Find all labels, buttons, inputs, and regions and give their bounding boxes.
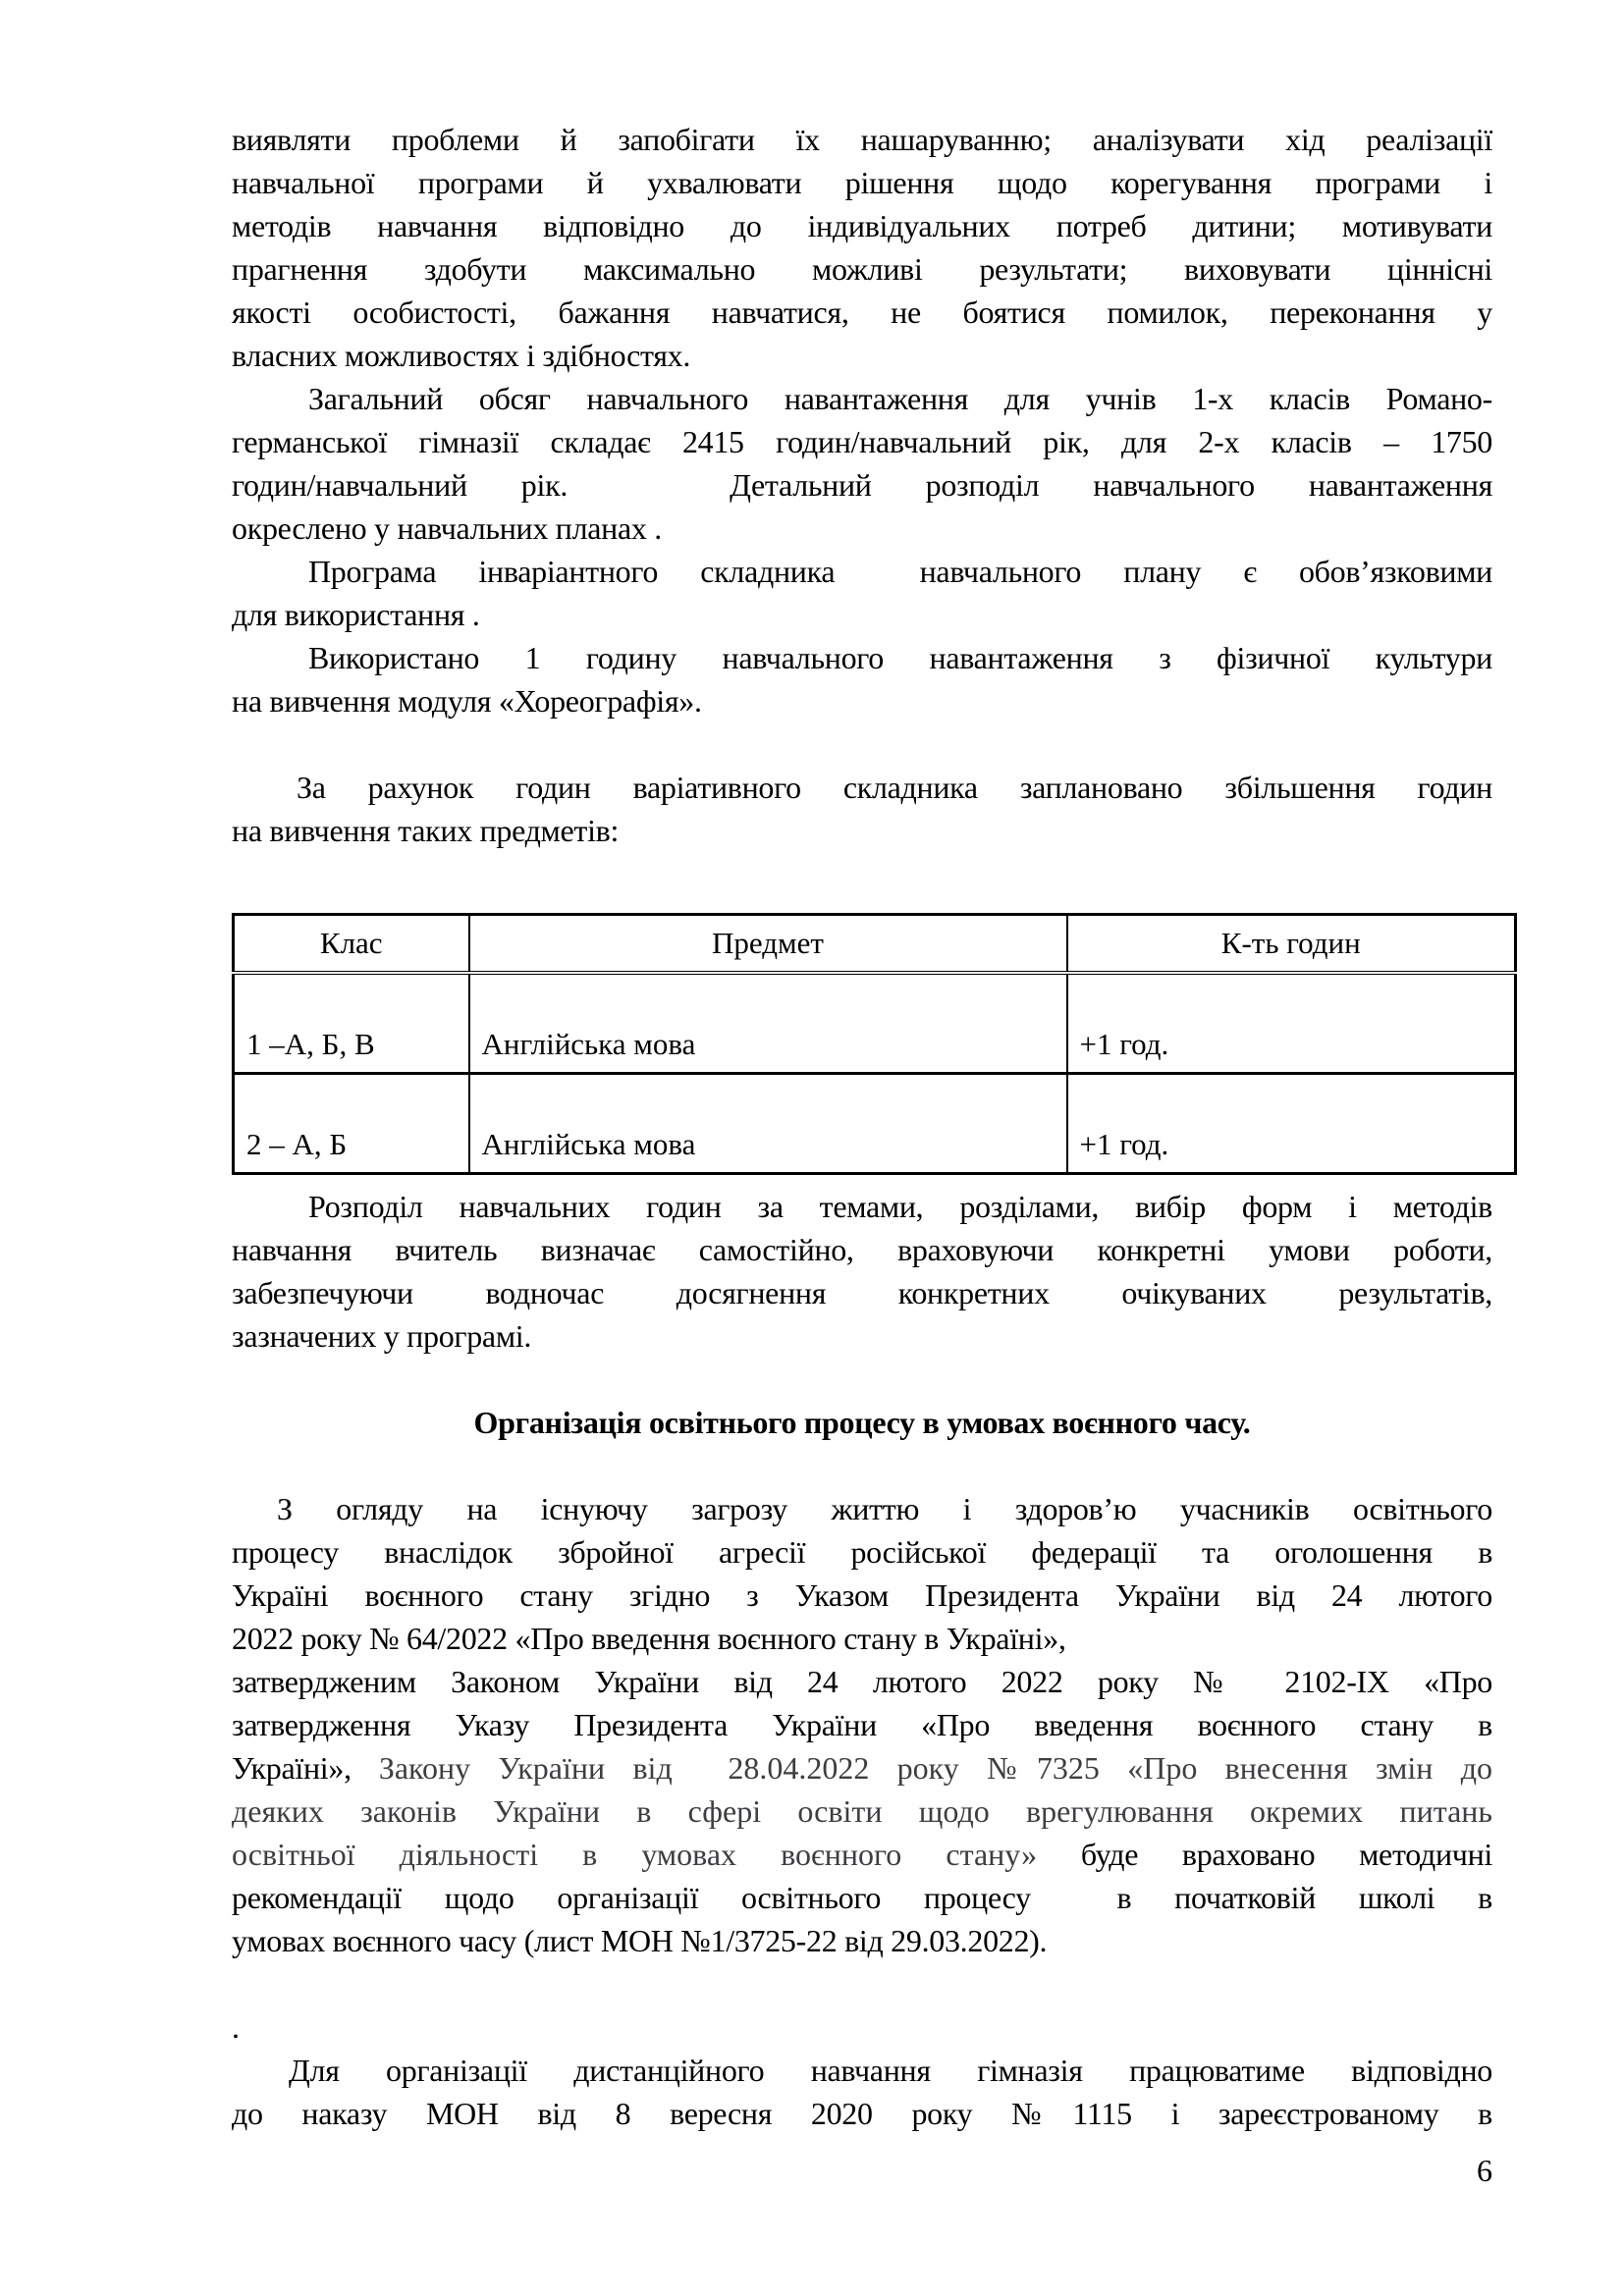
table-header-cell: Клас bbox=[234, 915, 469, 974]
gray-text-segment: деяких законів України в сфері освіти щодо врегулювання окремих питань bbox=[232, 1793, 1492, 1829]
text-segment: Україні воєнного стану згідно з Указом Президента України від 24 лютого bbox=[232, 1577, 1492, 1613]
paragraph bbox=[232, 2049, 1492, 2135]
text-line bbox=[232, 1876, 1492, 1919]
text-segment: процесу внаслідок збройної агресії російської федерації та оголошення в bbox=[232, 1534, 1492, 1570]
table-row bbox=[234, 973, 1516, 1074]
table-header-row bbox=[234, 915, 1516, 974]
text-line bbox=[232, 247, 1492, 291]
text-segment: умовах воєнного часу (лист МОН №1/3725-22 від 29.03.2022). bbox=[232, 1923, 1048, 1958]
blank-line bbox=[232, 722, 1492, 766]
text-segment: прагнення здобути максимально можливі результати; виховувати ціннісні bbox=[232, 251, 1492, 287]
text-segment: окреслено у навчальних планах . bbox=[232, 510, 662, 546]
text-segment: За рахунок годин варіативного складника заплановано збільшення годин bbox=[297, 770, 1492, 805]
table-cell: 1 –А, Б, В bbox=[234, 973, 469, 1074]
text-segment: на вивчення таких предметів: bbox=[232, 813, 620, 848]
text-line bbox=[232, 1530, 1492, 1574]
text-line bbox=[232, 507, 1492, 550]
text-segment: Україні», bbox=[232, 1750, 379, 1786]
text-line bbox=[232, 1833, 1492, 1876]
text-segment: якості особистості, бажання навчатися, не боятися помилок, переконання у bbox=[232, 294, 1492, 330]
text-line bbox=[232, 118, 1492, 161]
text-line bbox=[232, 291, 1492, 334]
paragraph bbox=[232, 118, 1492, 377]
text-line bbox=[232, 1487, 1492, 1530]
text-line bbox=[232, 1703, 1492, 1746]
text-segment: до наказу МОН від 8 вересня 2020 року №1115 і зареєстрованому в bbox=[232, 2096, 1492, 2131]
text-segment: Розподіл навчальних годин за темами, розділами, вибір форм і методів bbox=[308, 1189, 1492, 1224]
text-segment: для використання . bbox=[232, 597, 480, 632]
text-segment: затвердження Указу Президента України «Про введення воєнного стану в bbox=[232, 1707, 1492, 1742]
table-row bbox=[234, 1074, 1516, 1174]
text-segment: методів навчання відповідно до індивідуальних потреб дитини; мотивувати bbox=[232, 208, 1492, 243]
gray-text-segment: освітньої діяльності в умовах воєнного стану» bbox=[232, 1837, 1038, 1872]
text-segment: на вивчення модуля «Хореографія». bbox=[232, 683, 702, 719]
text-segment: рекомендації щодо організації освітнього процесу в початковій школі в bbox=[232, 1880, 1492, 1915]
text-line bbox=[232, 550, 1492, 593]
text-line bbox=[232, 463, 1492, 507]
text-segment: виявляти проблеми й запобігати їх нашаруванню; аналізувати хід реалізації bbox=[232, 122, 1492, 157]
gray-text-segment: Закону України від 28.04.2022 року №7325 «Про внесення змін до bbox=[378, 1750, 1492, 1786]
text-segment: . bbox=[232, 2009, 240, 2045]
text-segment: 2022 року № 64/2022 «Про введення воєнного стану в Україні», bbox=[232, 1621, 1066, 1656]
text-line bbox=[232, 334, 1492, 377]
text-segment: Загальний обсяг навчального навантаження для учнів 1-х класів Романо- bbox=[308, 381, 1492, 416]
section-heading: Організація освітнього процесу в умовах воєнного часу. bbox=[473, 1405, 1251, 1440]
text-line bbox=[232, 1746, 1492, 1789]
text-line bbox=[232, 1314, 1492, 1358]
text-line bbox=[232, 593, 1492, 636]
vertical-gap bbox=[232, 852, 1492, 913]
text-line bbox=[232, 1574, 1492, 1617]
text-segment: германської гімназії складає 2415 годин/навчальний рік, для 2-х класів – 1750 bbox=[232, 424, 1492, 459]
text-line bbox=[232, 1660, 1492, 1703]
text-line bbox=[232, 204, 1492, 247]
text-segment: забезпечуючи водночас досягнення конкретних очікуваних результатів, bbox=[232, 1275, 1492, 1310]
blank-line bbox=[232, 1358, 1492, 1401]
text-line bbox=[232, 1789, 1492, 1833]
text-line bbox=[232, 679, 1492, 722]
text-line bbox=[232, 636, 1492, 679]
text-line bbox=[232, 161, 1492, 204]
paragraph bbox=[232, 377, 1492, 550]
page-number: 6 bbox=[1477, 2153, 1492, 2188]
table-cell: +1 год. bbox=[1067, 1074, 1516, 1174]
text-segment: зазначених у програмі. bbox=[232, 1318, 532, 1354]
paragraph bbox=[232, 550, 1492, 636]
blank-line bbox=[232, 1444, 1492, 1487]
text-line bbox=[232, 1919, 1492, 1962]
table-cell: +1 год. bbox=[1067, 973, 1516, 1074]
paragraph bbox=[232, 766, 1492, 852]
text-line bbox=[232, 420, 1492, 463]
blank-line bbox=[232, 1962, 1492, 2005]
table-cell: 2 – А, Б bbox=[234, 1074, 469, 1174]
table-header-cell: Предмет bbox=[469, 915, 1067, 974]
text-segment: З огляду на існуючу загрозу життю і здоров’ю учасників освітнього bbox=[277, 1491, 1492, 1526]
paragraph bbox=[232, 2005, 1492, 2049]
text-line bbox=[232, 2092, 1492, 2135]
schedule-table bbox=[232, 913, 1517, 1175]
text-segment: Використано 1 годину навчального навантаження з фізичної культури bbox=[308, 640, 1492, 675]
text-line bbox=[232, 1617, 1492, 1660]
text-line bbox=[232, 809, 1492, 852]
paragraph bbox=[232, 1185, 1492, 1358]
text-segment: буде враховано методичні bbox=[1037, 1837, 1492, 1872]
text-segment: Програма інваріантного складника навчального плану є обов’язковими bbox=[308, 554, 1492, 589]
table-header-cell: К-ть годин bbox=[1067, 915, 1516, 974]
paragraph bbox=[232, 636, 1492, 722]
text-line bbox=[232, 2049, 1492, 2092]
text-segment: навчальної програми й ухвалювати рішення щодо корегування програми і bbox=[232, 165, 1492, 200]
table-cell: Англійська мова bbox=[469, 973, 1067, 1074]
table-cell: Англійська мова bbox=[469, 1074, 1067, 1174]
vertical-gap bbox=[232, 1175, 1492, 1185]
paragraph bbox=[232, 1487, 1492, 1962]
text-line bbox=[232, 1185, 1492, 1228]
text-segment: затвердженим Законом України від 24 лютого 2022 року № 2102-IX «Про bbox=[232, 1664, 1492, 1699]
text-segment: власних можливостях і здібностях. bbox=[232, 338, 691, 373]
text-line bbox=[232, 1271, 1492, 1314]
text-segment: Для організації дистанційного навчання гімназія працюватиме відповідно bbox=[289, 2053, 1492, 2088]
text-line bbox=[232, 2005, 1492, 2049]
text-line bbox=[232, 377, 1492, 420]
text-line bbox=[232, 1228, 1492, 1271]
text-line bbox=[232, 766, 1492, 809]
text-segment: навчання вчитель визначає самостійно, враховуючи конкретні умови роботи, bbox=[232, 1232, 1492, 1267]
text-segment: годин/навчальний рік. Детальний розподіл навчального навантаження bbox=[232, 467, 1492, 503]
